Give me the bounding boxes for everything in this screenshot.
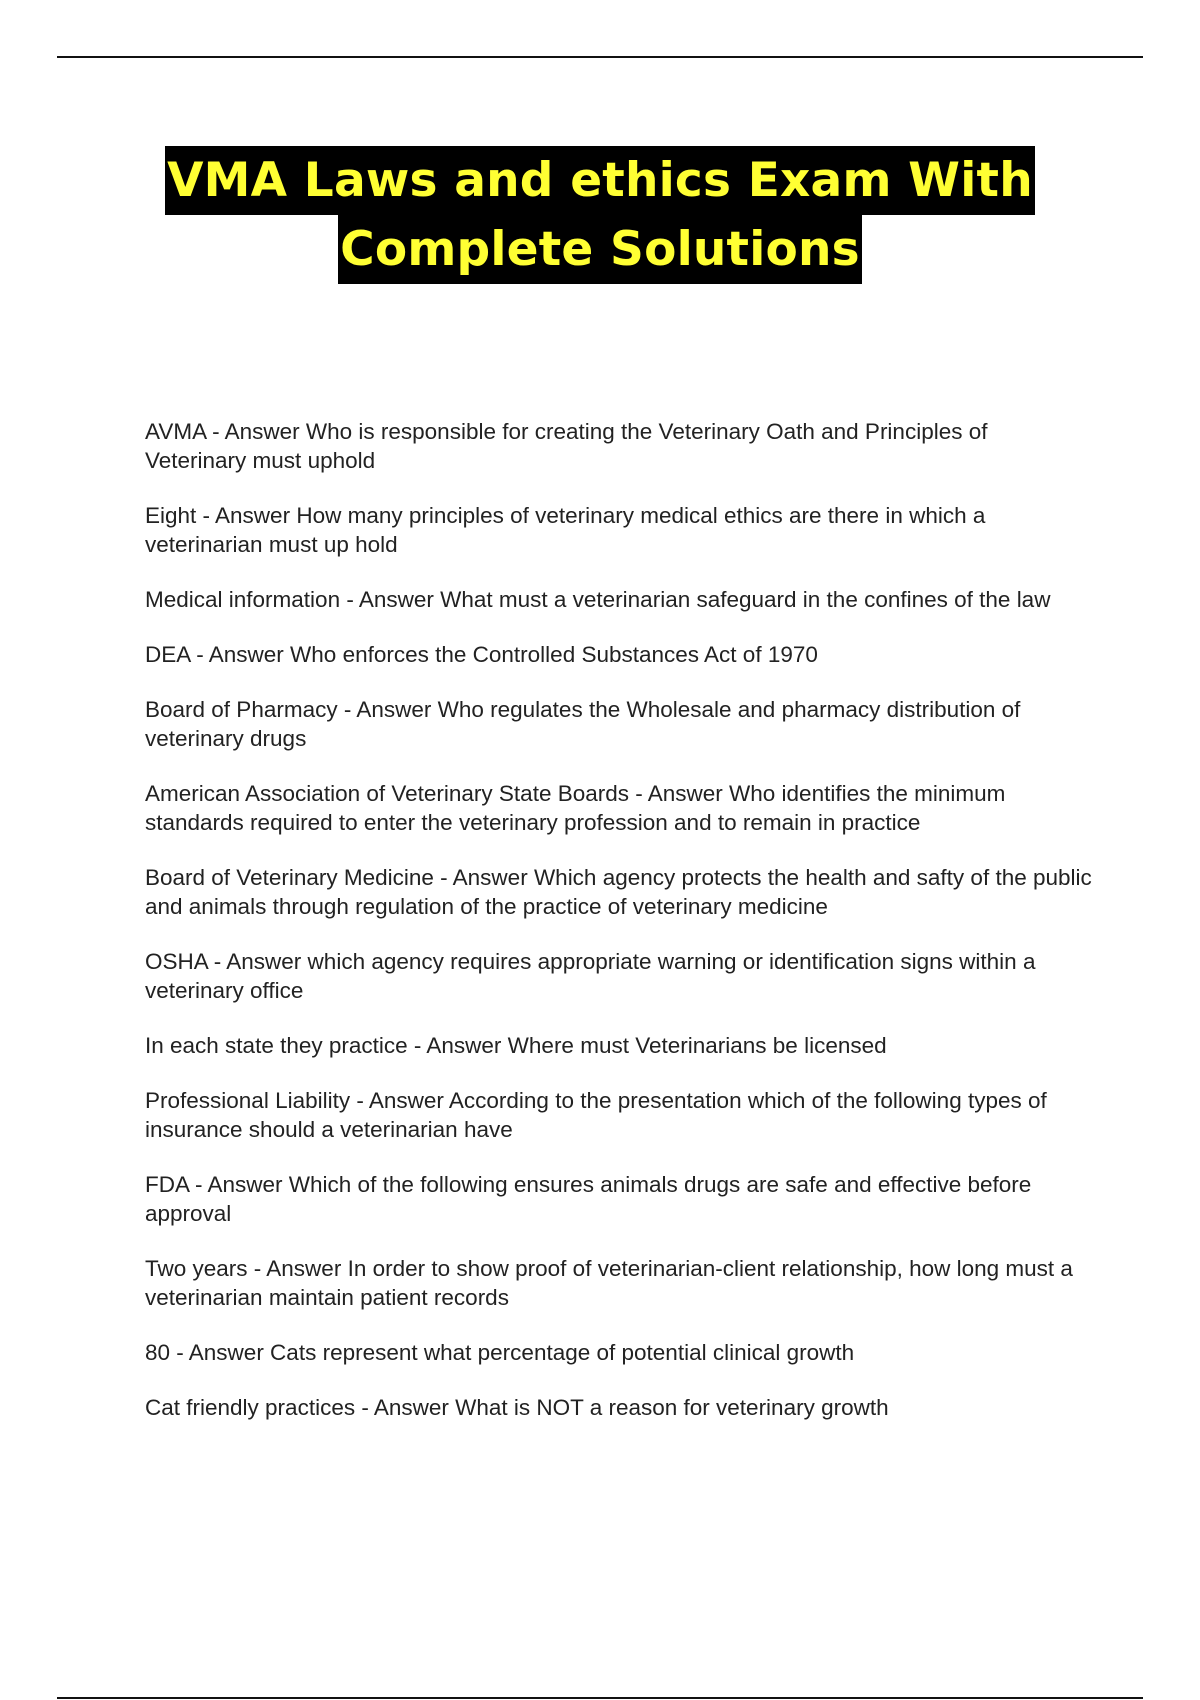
qa-item: Two years - Answer In order to show proof of veterinarian-client relationship, how long must a veterinarian maintain patient records [145, 1256, 1073, 1310]
qa-item: In each state they practice - Answer Where must Veterinarians be licensed [145, 1033, 887, 1058]
qa-item: Board of Veterinary Medicine - Answer Which agency protects the health and safty of the public and animals through regulation of the practice of veterinary medicine [145, 865, 1092, 919]
qa-item: American Association of Veterinary State Boards - Answer Who identifies the minimum standards required to enter the veterinary profession and to remain in practice [145, 781, 1006, 835]
title-line-2: Complete Solutions [338, 215, 862, 284]
qa-item: Professional Liability - Answer According to the presentation which of the following types of insurance should a veterinarian have [145, 1088, 1047, 1142]
qa-item: Board of Pharmacy - Answer Who regulates the Wholesale and pharmacy distribution of veterinary drugs [145, 697, 1021, 751]
qa-item: 80 - Answer Cats represent what percentage of potential clinical growth [145, 1340, 855, 1365]
qa-item: Medical information - Answer What must a veterinarian safeguard in the confines of the law [145, 587, 1051, 612]
qa-item: Eight - Answer How many principles of veterinary medical ethics are there in which a veterinarian must up hold [145, 503, 986, 557]
qa-item: AVMA - Answer Who is responsible for creating the Veterinary Oath and Principles of Veterinary must uphold [145, 419, 988, 473]
document-title [0, 146, 1200, 284]
qa-item: Cat friendly practices - Answer What is NOT a reason for veterinary growth [145, 1395, 889, 1420]
header-rule [57, 56, 1143, 58]
title-line-1: VMA Laws and ethics Exam With [165, 146, 1035, 215]
qa-item: OSHA - Answer which agency requires appropriate warning or identification signs within a veterinary office [145, 949, 1036, 1003]
qa-list [145, 417, 1095, 1448]
footer-rule [57, 1697, 1143, 1699]
qa-item: DEA - Answer Who enforces the Controlled Substances Act of 1970 [145, 642, 818, 667]
qa-item: FDA - Answer Which of the following ensures animals drugs are safe and effective before approval [145, 1172, 1032, 1226]
